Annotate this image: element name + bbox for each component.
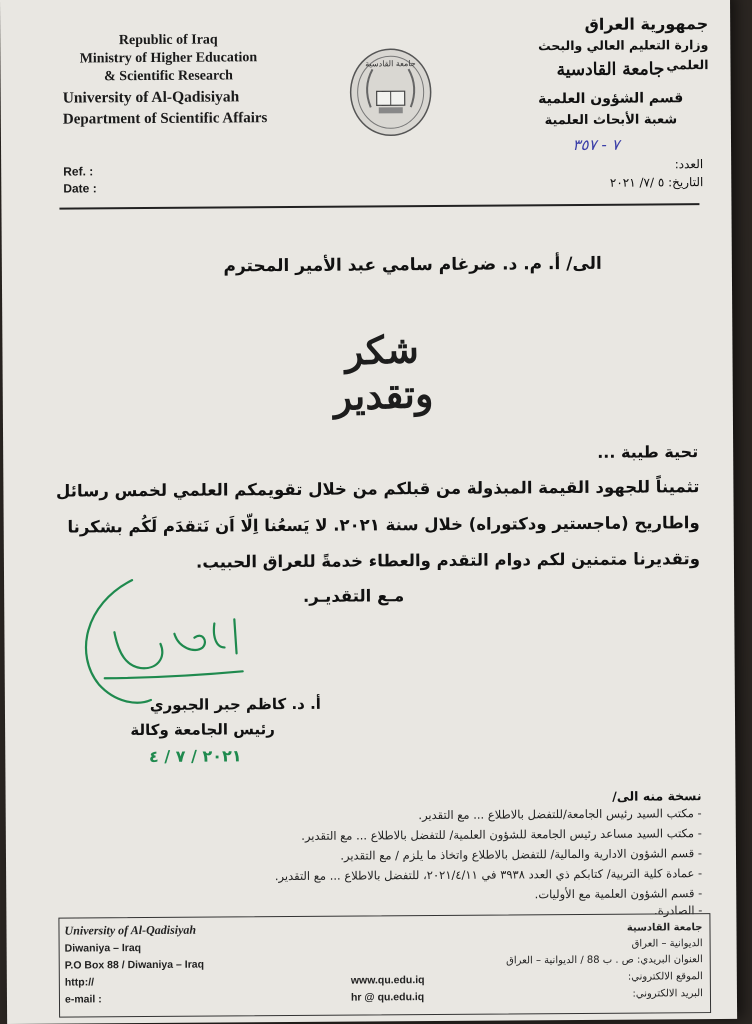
body-line-1: تثميناً للجهود القيمة المبذولة من قبلكم من خلال تقويمكم العلمي لخمس رسائل	[55, 477, 700, 501]
closing: مـع التقديـر.	[302, 586, 405, 606]
signatory-name: أ. د. كاظم جبر الجبوري	[149, 694, 321, 714]
footer-university: University of Al-Qadisiyah	[64, 922, 197, 938]
copies-item: - مكتب السيد مساعد رئيس الجامعة للشؤون العلمية/ للتفضل بالاطلاع ... مع التقدير.	[301, 826, 702, 843]
header-divider	[59, 203, 699, 209]
footer-ar-email-label: البريد الالكتروني:	[632, 988, 703, 1000]
handwritten-number: ٧ - ٣٥٧	[572, 135, 620, 155]
header-ar-department: قسم الشؤون العلمية	[538, 90, 684, 108]
signature-date: ٢٠٢١ / ٧ / ٤	[148, 746, 242, 766]
body-line-2: واطاريح (ماجستير ودكتوراه) خلال سنة ٢٠٢١. لا يَسعُنا اِلّا اَن نَتقدَم لَكُم بشكرنا	[67, 513, 700, 537]
header-en-line1: Republic of Iraq	[118, 32, 218, 49]
date-label: Date :	[63, 181, 97, 196]
body-line-3: وتقديرنا متمنين لكم دوام التقدم والعطاء خدمةً للعراق الحبيب.	[195, 549, 700, 572]
footer-pobox: P.O Box 88 / Diwaniya – Iraq	[64, 958, 205, 972]
copies-item: - مكتب السيد رئيس الجامعة/للتفضل بالاطلاع ... مع التقدير.	[418, 806, 702, 823]
copies-item: - قسم الشؤون الادارية والمالية/ للتفضل بالاطلاع واتخاذ ما يلزم / مع التقدير.	[340, 846, 703, 863]
greeting: تحية طيبة ...	[597, 442, 699, 462]
copies-item: - قسم الشؤون العلمية مع الأوليات.	[534, 886, 703, 902]
seal-text: جامعة القادسية	[365, 59, 416, 69]
header-en-line2: Ministry of Higher Education	[79, 50, 258, 67]
footer-website[interactable]: www.qu.edu.iq	[350, 974, 425, 987]
header-ar-line1: جمهورية العراق	[584, 14, 709, 34]
header-ar-university: جامعة القادسية	[556, 59, 665, 81]
copies-heading: نسخة منه الى/	[612, 788, 702, 804]
signature-mark	[74, 573, 275, 714]
header-ar-section: شعبة الأبحاث العلمية	[544, 112, 678, 129]
footer-ar-website-label: الموقع الالكتروني:	[627, 971, 703, 983]
letter-title: شكر وتقدير	[332, 326, 434, 419]
header-en-department: Department of Scientific Affairs	[62, 110, 268, 128]
number-label: العدد:	[674, 157, 704, 172]
footer-http: http://	[64, 976, 95, 989]
ref-label: Ref. :	[63, 164, 94, 179]
header-english	[68, 31, 268, 86]
footer-city: Diwaniya – Iraq	[64, 942, 142, 955]
footer-email-label: e-mail :	[64, 993, 102, 1006]
copies-item: - الصادرة.	[653, 903, 703, 918]
recipient-line: الى/ أ. م. د. ضرغام سامي عبد الأمير المحترم	[223, 253, 602, 277]
footer-email-address[interactable]: hr @ qu.edu.iq	[350, 991, 425, 1004]
header-ar-line2: وزارة التعليم العالي والبحث العلمي	[538, 37, 709, 73]
header-en-line3: & Scientific Research	[104, 68, 233, 85]
footer-ar-city: الديوانية – العراق	[631, 938, 703, 950]
date-label-ar: التاريخ: ٥ /٧/ ٢٠٢١	[609, 175, 704, 190]
footer-ar-university: جامعة القادسية	[626, 922, 703, 934]
footer-ar-pobox: العنوان البريدي: ص . ب 88 / الديوانية – العراق	[506, 954, 703, 967]
copies-item: - عمادة كلية التربية/ كتابكم ذي العدد ٣٩٣٨ في ٢٠٢١/٤/١١، للتفضل بالاطلاع ... مع التقدير.	[274, 866, 703, 884]
header-en-university: University of Al-Qadisiyah	[62, 88, 240, 107]
signatory-position: رئيس الجامعة وكالة	[130, 720, 275, 740]
